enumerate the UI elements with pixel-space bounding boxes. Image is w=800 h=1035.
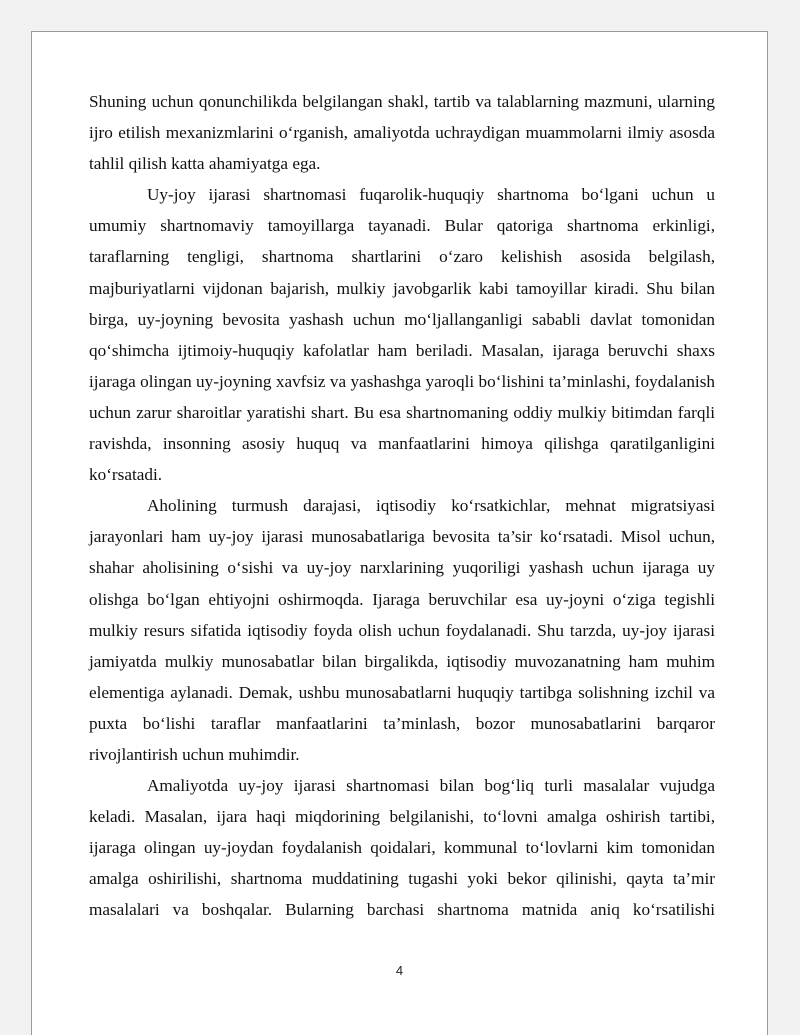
page-number: 4 <box>395 963 404 978</box>
document-page <box>31 31 768 1035</box>
paragraph-1: Shuning uchun qonunchilikda belgilangan shakl, tartib va talablarning mazmuni, ularning ijro etilish mexanizmlarini o‘rganish, amaliyotda uchraydigan muammolarni ilmiy asosda tahlil qilish katta ahamiyatga ega. <box>89 92 715 174</box>
paragraph-2: Uy-joy ijarasi shartnomasi fuqarolik-huquqiy shartnoma bo‘lgani uchun u umumiy shartnomaviy tamoyillarga tayanadi. Bular qatoriga shartnoma erkinligi, taraflarning tengligi, shartnoma shartlarini o‘zaro kelishish asosida belgilash, majburiyatlarni vijdonan bajarish, mulkiy javobgarlik kabi tamoyillar kiradi. Shu bilan birga, uy-joyning bevosita yashash uchun mo‘ljallanganligi sababli davlat tomonidan qo‘shimcha ijtimoiy-huquqiy kafolatlar ham beriladi. Masalan, ijaraga beruvchi shaxs ijaraga olingan uy-joyning xavfsiz va yashashga yaroqli bo‘lishini ta’minlashi, foydalanish uchun zarur sharoitlar yaratishi shart. Bu esa shartnomaning oddiy mulkiy bitimdan farqli ravishda, insonning asosiy huquq va manfaatlarini himoya qilishga qaratilganligini ko‘rsatadi. <box>89 185 715 485</box>
body-text <box>89 86 715 926</box>
paragraph-4: Amaliyotda uy-joy ijarasi shartnomasi bilan bog‘liq turli masalalar vujudga keladi. Masalan, ijara haqi miqdorining belgilanishi, to‘lovni amalga oshirish tartibi, ijaraga olingan uy-joydan foydalanish qoidalari, kommunal to‘lovlarni kim tomonidan amalga oshirilishi, shartnoma muddatining tugashi yoki bekor qilinishi, qayta ta’mir masalalari va boshqalar. Bularning barchasi shartnoma matnida aniq ko‘rsatilishi <box>89 776 715 920</box>
paragraph-3: Aholining turmush darajasi, iqtisodiy ko‘rsatkichlar, mehnat migratsiyasi jarayonlari ham uy-joy ijarasi munosabatlariga bevosita ta’sir ko‘rsatadi. Misol uchun, shahar aholisining o‘sishi va uy-joy narxlarining yuqoriligi yashash uchun ijaraga uy olishga bo‘lgan ehtiyojni oshirmoqda. Ijaraga beruvchilar esa uy-joyni o‘ziga tegishli mulkiy resurs sifatida iqtisodiy foyda olish uchun foydalanadi. Shu tarzda, uy-joy ijarasi jamiyatda mulkiy munosabatlar bilan birgalikda, iqtisodiy muvozanatning ham muhim elementiga aylanadi. Demak, ushbu munosabatlarni huquqiy tartibga solishning izchil va puxta bo‘lishi taraflar manfaatlarini ta’minlash, bozor munosabatlarini barqaror rivojlantirish uchun muhimdir. <box>89 496 715 764</box>
